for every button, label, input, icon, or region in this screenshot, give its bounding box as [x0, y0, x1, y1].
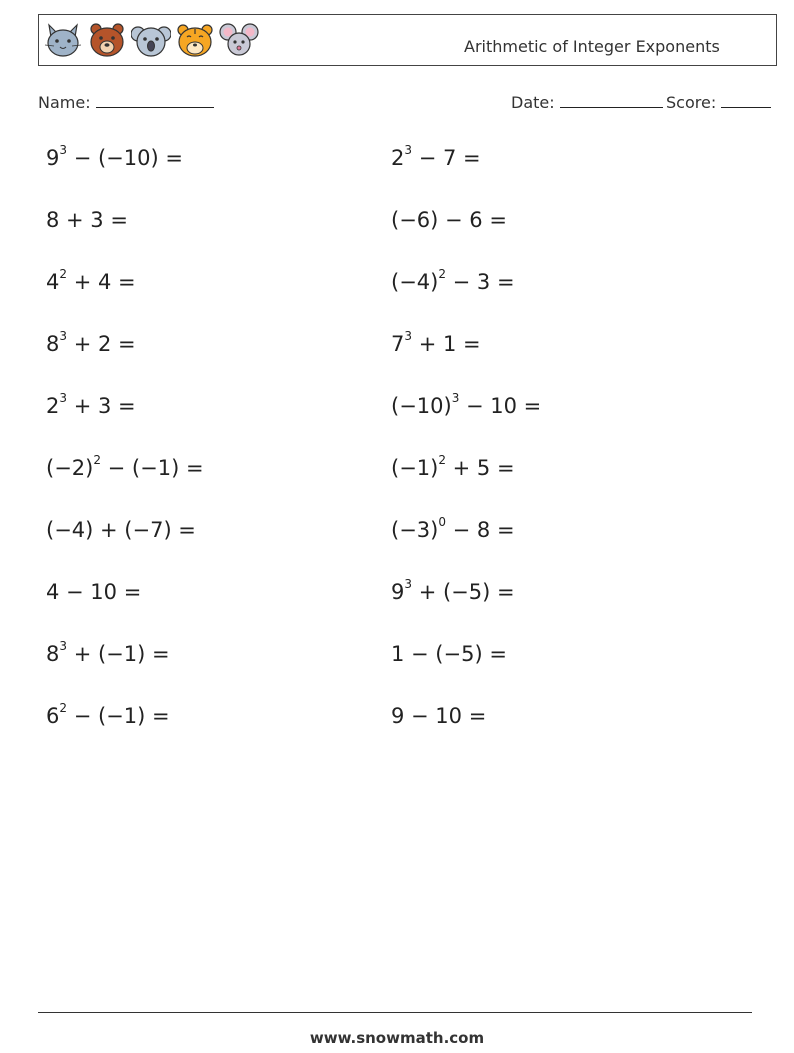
problem-rest: − (−10) = — [67, 146, 183, 170]
problem-rest: + 3 = — [67, 394, 136, 418]
problem-item — [46, 267, 136, 294]
problem-base: 2 — [46, 394, 60, 418]
name-label: Name: — [38, 93, 91, 112]
problem-item — [46, 453, 204, 480]
tiger-face-icon — [175, 21, 215, 59]
problem-item — [46, 143, 183, 170]
problem-item — [391, 208, 507, 232]
problem-rest: + 1 = — [412, 332, 481, 356]
mouse-face-icon — [219, 21, 259, 59]
problem-rest: + 4 = — [67, 270, 136, 294]
problem-item — [391, 515, 515, 542]
problem-base: 8 + 3 = — [46, 208, 128, 232]
problem-base: 4 − 10 = — [46, 580, 142, 604]
date-line[interactable] — [560, 93, 663, 108]
animal-icons — [43, 21, 259, 59]
worksheet-title: Arithmetic of Integer Exponents — [464, 37, 720, 56]
problem-base: 9 — [46, 146, 60, 170]
problem-base: (−6) − 6 = — [391, 208, 507, 232]
name-field[interactable] — [38, 93, 214, 112]
problem-exponent: 2 — [438, 267, 446, 281]
problem-exponent: 3 — [59, 639, 68, 653]
problem-item — [46, 639, 170, 666]
koala-face-icon — [131, 21, 171, 59]
problem-base: 6 — [46, 704, 60, 728]
problem-exponent: 2 — [59, 267, 68, 281]
bear-face-icon — [87, 21, 127, 59]
problem-item — [391, 453, 515, 480]
problem-rest: + (−5) = — [412, 580, 515, 604]
problem-rest: − 3 = — [445, 270, 515, 294]
problem-exponent: 3 — [59, 143, 68, 157]
problem-item — [46, 518, 196, 542]
date-field[interactable] — [511, 93, 663, 112]
score-line[interactable] — [721, 93, 771, 108]
problem-item — [46, 208, 128, 232]
problem-item — [391, 391, 542, 418]
problem-exponent: 3 — [59, 329, 68, 343]
problem-rest: − (−1) = — [100, 456, 204, 480]
name-line[interactable] — [96, 93, 214, 108]
problem-rest: − 7 = — [412, 146, 481, 170]
problem-exponent: 3 — [404, 143, 413, 157]
problem-base: 7 — [391, 332, 405, 356]
problem-base: 1 − (−5) = — [391, 642, 507, 666]
problem-base: 2 — [391, 146, 405, 170]
problem-exponent: 3 — [451, 391, 460, 405]
worksheet-header — [38, 14, 777, 66]
problem-rest: − (−1) = — [67, 704, 170, 728]
problem-item — [46, 701, 170, 728]
footer-divider — [38, 1012, 752, 1013]
problem-base: 9 − 10 = — [391, 704, 487, 728]
problem-base: 9 — [391, 580, 405, 604]
problem-item — [46, 391, 136, 418]
problem-rest: − 10 = — [459, 394, 542, 418]
problem-base: (−10) — [391, 394, 452, 418]
problem-base: (−1) — [391, 456, 439, 480]
problem-exponent: 3 — [59, 391, 68, 405]
problem-exponent: 0 — [438, 515, 446, 529]
problem-item — [46, 329, 136, 356]
cat-face-icon — [43, 21, 83, 59]
date-label: Date: — [511, 93, 555, 112]
problem-rest: + 2 = — [67, 332, 136, 356]
problem-base: 8 — [46, 332, 60, 356]
problem-item — [46, 580, 141, 604]
score-label: Score: — [666, 93, 717, 112]
problem-rest: − 8 = — [445, 518, 515, 542]
problem-base: (−2) — [46, 456, 94, 480]
problem-exponent: 2 — [93, 453, 101, 467]
problem-rest: + 5 = — [445, 456, 515, 480]
problem-base: (−4) + (−7) = — [46, 518, 196, 542]
problem-item — [391, 267, 515, 294]
problem-item — [391, 642, 507, 666]
problem-base: (−4) — [391, 270, 439, 294]
problem-exponent: 3 — [404, 329, 413, 343]
problem-item — [391, 143, 481, 170]
problem-base: (−3) — [391, 518, 439, 542]
problem-base: 4 — [46, 270, 60, 294]
problem-item — [391, 704, 486, 728]
problem-base: 8 — [46, 642, 60, 666]
footer-url: www.snowmath.com — [309, 1029, 485, 1047]
problem-exponent: 2 — [59, 701, 68, 715]
problem-exponent: 3 — [404, 577, 413, 591]
problem-item — [391, 329, 481, 356]
score-field[interactable] — [666, 93, 771, 112]
problem-exponent: 2 — [438, 453, 446, 467]
problem-item — [391, 577, 515, 604]
problem-rest: + (−1) = — [67, 642, 170, 666]
